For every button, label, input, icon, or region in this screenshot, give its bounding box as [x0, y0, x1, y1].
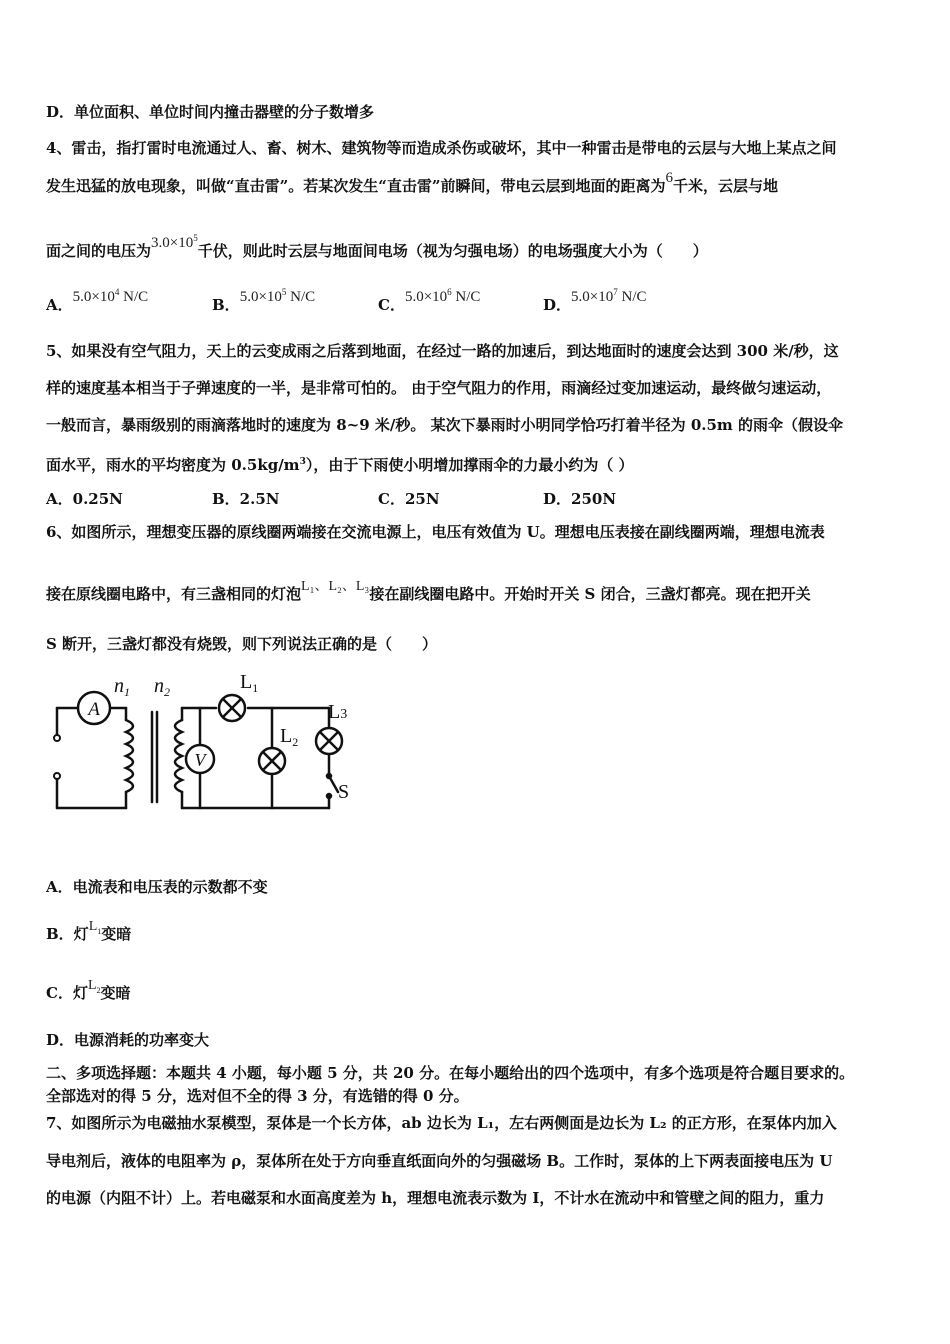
- prev-option-d: D．单位面积、单位时间内撞击器壁的分子数增多: [46, 103, 375, 121]
- voltmeter-icon: [186, 745, 214, 773]
- q5-option-b[interactable]: B．2.5N: [212, 490, 280, 508]
- label-n2: $n_2$: [154, 675, 170, 699]
- svg-text:V: V: [194, 750, 206, 770]
- label-n1: $n_1$: [114, 675, 130, 699]
- q6-option-a[interactable]: A．电流表和电压表的示数都不变: [46, 878, 268, 896]
- q6-line-2: 接在原线圈电路中，有三盏相同的灯泡L₁、L₂、L₃接在副线圈电路中。开始时开关 S 闭合，三盏灯都亮。现在把开关: [46, 579, 811, 603]
- q6-option-c[interactable]: C．灯$L_2$变暗: [46, 978, 131, 1002]
- q4-distance: 6: [665, 170, 674, 186]
- q4-option-d[interactable]: D．$5.0\times 10^7$ N/C: [543, 287, 647, 314]
- q5-option-c[interactable]: C．25N: [378, 490, 440, 508]
- label-l3: L3: [328, 701, 348, 723]
- q4-option-b[interactable]: B．$5.0\times 10^5$ N/C: [212, 287, 316, 314]
- q4-line-1: 4、雷击，指打雷时电流通过人、畜、树木、建筑物等而造成杀伤或破坏，其中一种雷击是带电的云层与大地上某点之间: [46, 139, 837, 157]
- q6-lamps: L₁、L₂、L₃: [301, 579, 370, 594]
- label-l1: $L_1$: [240, 671, 259, 695]
- label-switch: S: [338, 781, 350, 803]
- ammeter-icon: [78, 692, 110, 724]
- q4-voltage: $3.0\times 10^5$: [151, 233, 198, 251]
- q5-line-1: 5、如果没有空气阻力，天上的云变成雨之后落到地面，在经过一路的加速后，到达地面时的速度会达到 300 米/秒，这: [46, 342, 839, 360]
- q7-line-3: 的电源（内阻不计）上。若电磁泵和水面高度差为 h，理想电流表示数为 I，不计水在流动中和管壁之间的阻力，重力: [46, 1189, 825, 1207]
- q4-option-c[interactable]: C．$5.0\times 10^6$ N/C: [378, 287, 481, 314]
- q4-line-3: 面之间的电压为$3.0\times 10^5$千伏，则此时云层与地面间电场（视为匀强电场）的电场强度大小为（ ）: [46, 233, 708, 260]
- lamp-l3-icon: [316, 728, 342, 754]
- section-2-line-1: 二、多项选择题：本题共 4 小题，每小题 5 分，共 20 分。在每小题给出的四个选项中，有多个选项是符合题目要求的。: [46, 1064, 855, 1082]
- lamp-l1-icon: [219, 695, 245, 721]
- q4-option-a[interactable]: A．$5.0\times 10^4$ N/C: [46, 287, 149, 314]
- q5-line-3: 一般而言，暴雨级别的雨滴落地时的速度为 8~9 米/秒。 某次下暴雨时小明同学恰巧打着半径为 0.5m 的雨伞（假设伞: [46, 416, 844, 434]
- section-2-line-2: 全部选对的得 5 分，选对但不全的得 3 分，有选错的得 0 分。: [46, 1087, 469, 1105]
- q7-line-2: 导电剂后，液体的电阻率为 ρ，泵体所在处于方向垂直纸面向外的匀强磁场 B。工作时，泵体的上下两表面接电压为 U: [46, 1152, 833, 1170]
- q6-option-b[interactable]: B．灯$L_1$变暗: [46, 919, 132, 943]
- label-l2: $L_2$: [280, 725, 299, 749]
- q5-line-4: 面水平，雨水的平均密度为 $0.5kg/m^3$），由于下雨使小明增加撑雨伞的力最小约为（ ）: [46, 456, 634, 474]
- q6-line-1: 6、如图所示，理想变压器的原线圈两端接在交流电源上，电压有效值为 U。理想电压表接在副线圈两端，理想电流表: [46, 523, 825, 541]
- q6-option-d[interactable]: D．电源消耗的功率变大: [46, 1031, 210, 1049]
- q6-line-3: S 断开，三盏灯都没有烧毁，则下列说法正确的是（ ）: [46, 635, 438, 653]
- q7-line-1: 7、如图所示为电磁抽水泵模型，泵体是一个长方体，ab 边长为 L₁，左右两侧面是边长为 L₂ 的正方形，在泵体内加入: [46, 1114, 837, 1132]
- transformer-circuit-diagram: [40, 668, 370, 818]
- q5-option-a[interactable]: A．0.25N: [46, 490, 123, 508]
- q5-line-2: 样的速度基本相当于子弹速度的一半，是非常可怕的。 由于空气阻力的作用，雨滴经过变加速运动，最终做匀速运动，: [46, 379, 832, 397]
- lamp-l2-icon: [259, 748, 285, 774]
- q4-line-2: 发生迅猛的放电现象，叫做“直击雷”。若某次发生“直击雷”前瞬间，带电云层到地面的距离为6千米，云层与地: [46, 170, 779, 195]
- q5-option-d[interactable]: D．250N: [543, 490, 617, 508]
- svg-text:A: A: [88, 699, 100, 720]
